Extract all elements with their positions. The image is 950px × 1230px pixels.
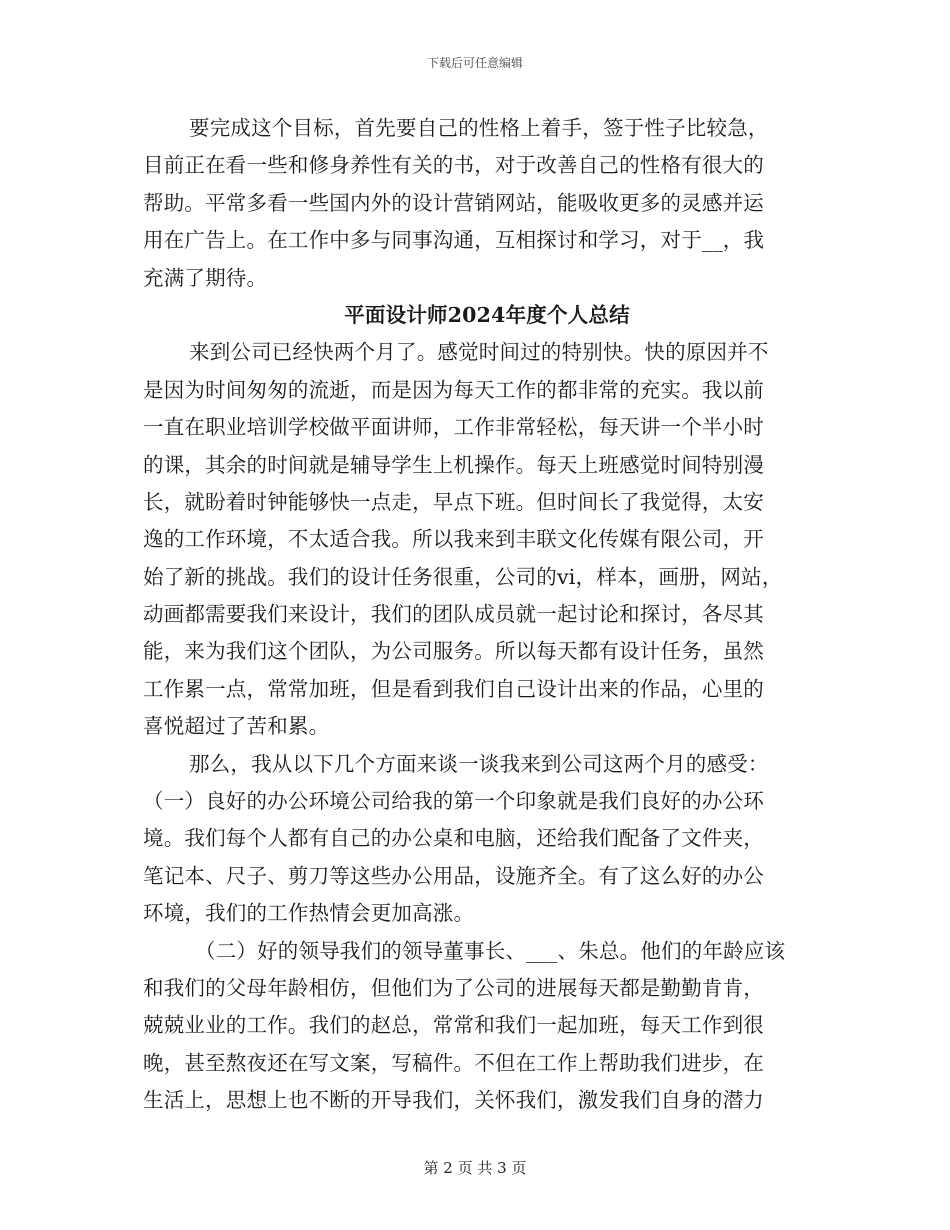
paragraph-line: 晚，甚至熬夜还在写文案，写稿件。不但在工作上帮助我们进步，在 — [143, 1050, 764, 1075]
paragraph-line: （二）好的领导我们的领导董事长、___、朱总。他们的年龄应该 — [195, 938, 786, 963]
paragraph-line: 帮助。平常多看一些国内外的设计营销网站，能吸收更多的灵感并运 — [143, 190, 764, 215]
paragraph-line: 笔记本、尺子、剪刀等这些办公用品，设施齐全。有了这么好的办公 — [143, 863, 764, 888]
paragraph-line: 环境，我们的工作热情会更加高涨。 — [143, 901, 475, 926]
paragraph-line: 始了新的挑战。我们的设计任务很重，公司的vi，样本，画册，网站， — [143, 564, 783, 589]
paragraph-line: 用在广告上。在工作中多与同事沟通，互相探讨和学习，对于__，我 — [143, 228, 765, 253]
paragraph-line: 一直在职业培训学校做平面讲师，工作非常轻松，每天讲一个半小时 — [143, 415, 764, 440]
paragraph-line: 的课，其余的时间就是辅导学生上机操作。每天上班感觉时间特别漫 — [143, 452, 764, 477]
paragraph-line: 和我们的父母年龄相仿，但他们为了公司的进展每天都是勤勤肯肯， — [143, 975, 764, 1000]
paragraph-line: 喜悦超过了苦和累。 — [143, 714, 330, 739]
paragraph-line: 工作累一点，常常加班，但是看到我们自己设计出来的作品，心里的 — [143, 676, 764, 701]
paragraph-line: 能，来为我们这个团队，为公司服务。所以每天都有设计任务，虽然 — [143, 639, 764, 664]
paragraph-line: 来到公司已经快两个月了。感觉时间过的特别快。快的原因并不 — [189, 340, 769, 365]
paragraph-line: 境。我们每个人都有自己的办公桌和电脑，还给我们配备了文件夹， — [143, 826, 764, 851]
paragraph-line: 兢兢业业的工作。我们的赵总，常常和我们一起加班，每天工作到很 — [143, 1013, 764, 1038]
paragraph-line: 生活上，思想上也不断的开导我们，关怀我们，激发我们自身的潜力 — [143, 1088, 764, 1113]
paragraph-line: （一）良好的办公环境公司给我的第一个印象就是我们良好的办公环 — [143, 789, 764, 814]
paragraph-line: 长，就盼着时钟能够快一点走，早点下班。但时间长了我觉得，太安 — [143, 489, 764, 514]
paragraph-line: 充满了期待。 — [143, 265, 268, 290]
paragraph-line: 动画都需要我们来设计，我们的团队成员就一起讨论和探讨，各尽其 — [143, 602, 764, 627]
page-footer: 第 2 页 共 3 页 — [423, 1159, 527, 1177]
section-title: 平面设计师2024年度个人总结 — [344, 302, 630, 327]
paragraph-line: 逸的工作环境，不太适合我。所以我来到丰联文化传媒有限公司，开 — [143, 527, 764, 552]
paragraph-line: 目前正在看一些和修身养性有关的书，对于改善自己的性格有很大的 — [143, 153, 764, 178]
paragraph-line: 要完成这个目标，首先要自己的性格上着手，签于性子比较急， — [189, 116, 769, 140]
paragraph-line: 是因为时间匆匆的流逝，而是因为每天工作的都非常的充实。我以前 — [143, 377, 764, 402]
document-body — [143, 110, 813, 1120]
page-header: 下载后可任意编辑 — [426, 56, 523, 70]
paragraph-line: 那么，我从以下几个方面来谈一谈我来到公司这两个月的感受： — [189, 751, 769, 776]
